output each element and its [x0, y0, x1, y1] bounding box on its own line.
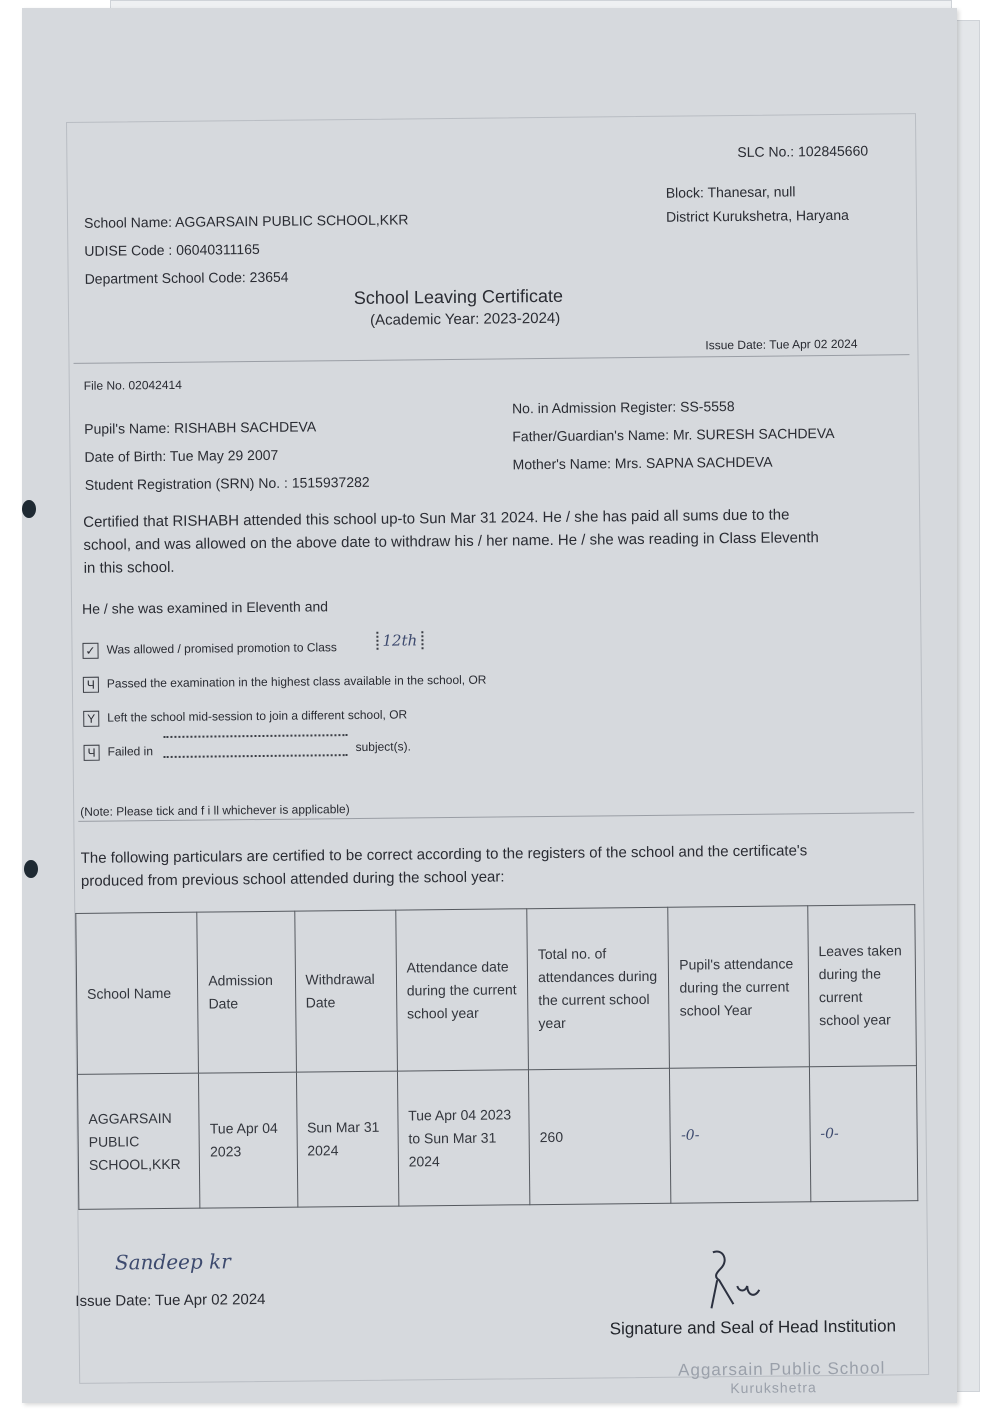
cell-school-name: AGGARSAIN PUBLIC SCHOOL,KKR	[77, 1073, 200, 1209]
issue-date-header: Issue Date: Tue Apr 02 2024	[705, 336, 858, 353]
certificate-title: School Leaving Certificate	[353, 285, 564, 308]
department-school-code: Department School Code: 23654	[84, 268, 289, 287]
mother-name: Mother's Name: Mrs. SAPNA SACHDEVA	[512, 453, 773, 473]
academic-year: (Academic Year: 2023-2024)	[370, 309, 561, 329]
block: Block: Thanesar, null	[665, 183, 796, 201]
table-row	[77, 1066, 917, 1210]
header-leaves-taken: Leaves taken during the current school year	[807, 905, 916, 1067]
header-school-name: School Name	[76, 912, 199, 1074]
checkbox-passed-highest[interactable]: Ч	[83, 677, 99, 693]
handwritten-name: Sandeep kr	[114, 1249, 231, 1275]
district: District Kurukshetra, Haryana	[665, 206, 849, 225]
school-seal-stamp-location: Kurukshetra	[730, 1379, 817, 1397]
certified-line: Certified that RISHABH attended this school up-to Sun Mar 31 2024. He / she has paid all sums due to the	[83, 506, 790, 531]
cell-leaves-taken: -0-	[809, 1066, 918, 1202]
binder-hole-mark	[22, 500, 36, 518]
particulars-line: produced from previous school attended during the school year:	[80, 868, 505, 890]
option-failed-label: Failed in	[107, 744, 154, 759]
certified-line: school, and was allowed on the above date to withdraw his / her name. He / she was reading in Class Eleventh	[83, 529, 819, 554]
udise-code: UDISE Code : 06040311165	[84, 240, 260, 259]
header-attendance-date: Attendance date during the current school year	[396, 909, 529, 1071]
certified-line: in this school.	[83, 558, 175, 577]
certified-statement	[83, 502, 914, 580]
slc-number: SLC No.: 102845660	[737, 142, 869, 160]
subjects-suffix: subject(s).	[355, 739, 411, 755]
cell-withdrawal-date: Sun Mar 31 2024	[296, 1071, 399, 1207]
header-pupil-attendance: Pupil's attendance during the current school Year	[668, 906, 809, 1068]
examined-statement: He / she was examined in Eleventh and	[82, 598, 329, 617]
promotion-class-field[interactable]: 12th	[376, 631, 423, 649]
table-header-row	[76, 905, 917, 1075]
date-of-birth: Date of Birth: Tue May 29 2007	[84, 446, 279, 465]
checkbox-promotion[interactable]: ✓	[82, 643, 98, 659]
cell-admission-date: Tue Apr 04 2023	[199, 1072, 298, 1208]
header-admission-date: Admission Date	[197, 911, 296, 1073]
head-signature-icon	[703, 1246, 774, 1315]
cell-attendance-date: Tue Apr 04 2023 to Sun Mar 31 2024	[397, 1070, 530, 1206]
signature-label: Signature and Seal of Head Institution	[609, 1316, 897, 1339]
school-seal-stamp: Aggarsain Public School	[678, 1358, 886, 1380]
cell-total-attendances: 260	[528, 1068, 671, 1204]
header-total-attendances: Total no. of attendances during the current school year	[527, 907, 670, 1069]
particulars-line: The following particulars are certified to be correct according to the registers of the school and the certificate's	[80, 842, 808, 867]
file-number: File No. 02042414	[83, 377, 182, 393]
divider	[74, 354, 910, 364]
cell-pupil-attendance: -0-	[670, 1067, 811, 1203]
applicability-note: (Note: Please tick and f i ll whichever is applicable)	[80, 802, 350, 819]
option-promotion-label: Was allowed / promised promotion to Class	[106, 640, 337, 657]
checkbox-left-mid-session[interactable]: Y	[83, 711, 99, 727]
header-withdrawal-date: Withdrawal Date	[294, 910, 397, 1072]
binder-hole-mark	[24, 860, 38, 878]
student-registration-number: Student Registration (SRN) No. : 1515937282	[84, 473, 370, 493]
issue-date-footer: Issue Date: Tue Apr 02 2024	[75, 1290, 266, 1310]
attendance-table	[75, 904, 918, 1210]
school-name: School Name: AGGARSAIN PUBLIC SCHOOL,KKR	[83, 211, 409, 231]
father-guardian-name: Father/Guardian's Name: Mr. SURESH SACHDEVA	[512, 424, 835, 445]
option-passed-highest-label: Passed the examination in the highest class available in the school, OR	[106, 672, 487, 691]
checkbox-failed[interactable]: Ч	[84, 745, 100, 761]
failed-subjects-field[interactable]	[163, 734, 347, 758]
particulars-statement	[81, 838, 917, 893]
option-left-mid-session-label: Left the school mid-session to join a different school, OR	[107, 707, 408, 725]
certificate-frame	[66, 113, 929, 1397]
admission-register-number: No. in Admission Register: SS-5558	[511, 398, 735, 417]
pupil-name: Pupil's Name: RISHABH SACHDEVA	[84, 418, 317, 437]
